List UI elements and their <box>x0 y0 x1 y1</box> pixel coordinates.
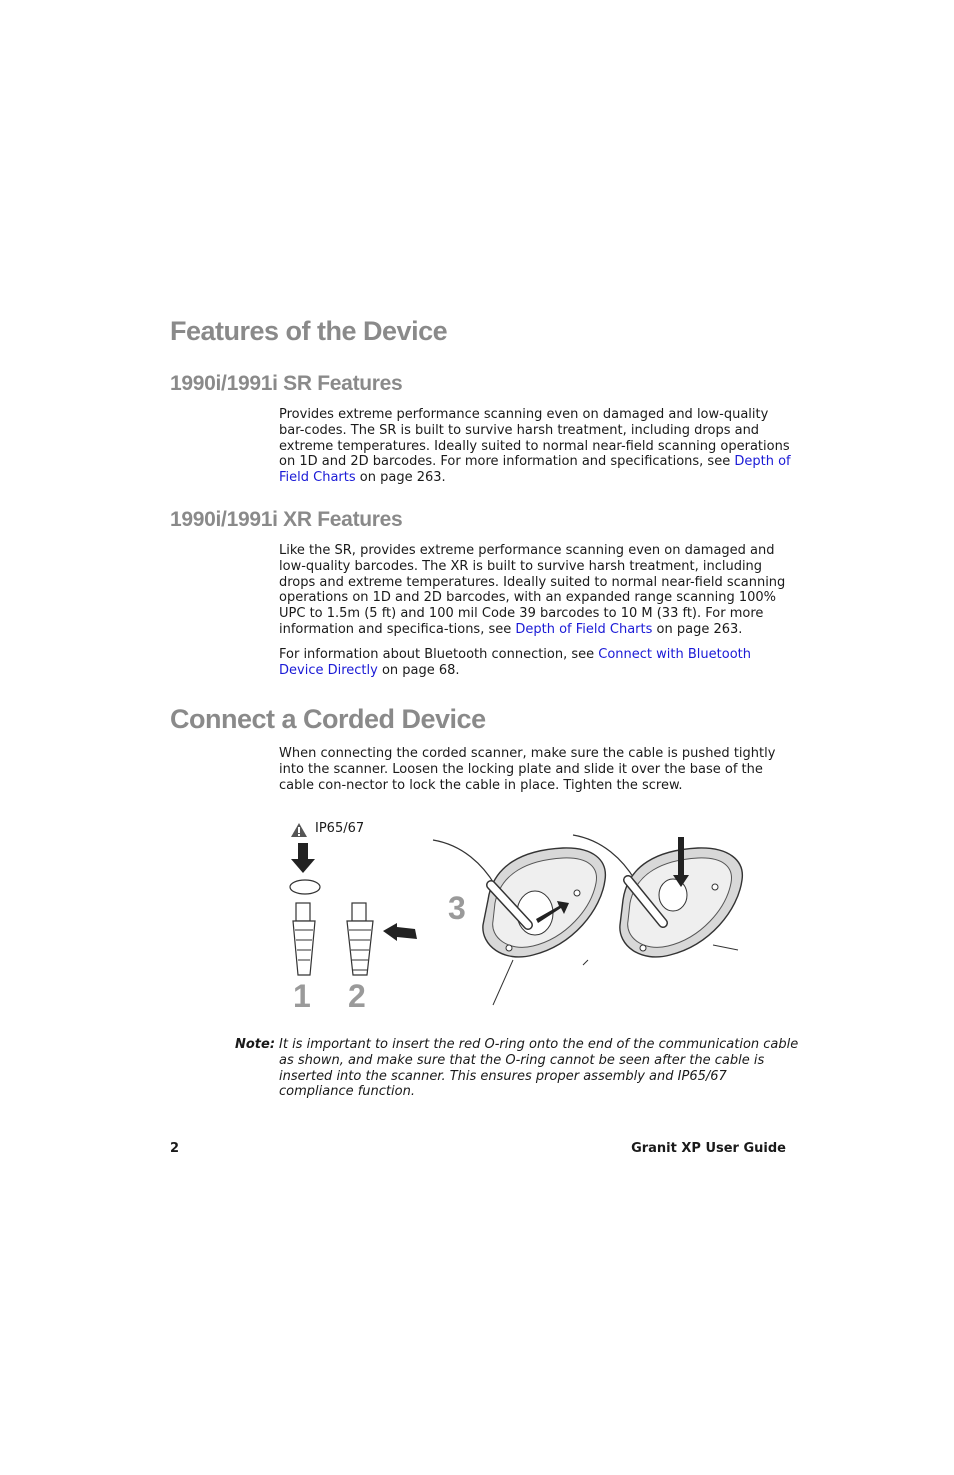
note-label: Note: <box>235 1037 276 1052</box>
left-arrow-icon <box>383 923 417 941</box>
sr-text: Provides extreme performance scanning even on damaged and low-quality bar-codes. The SR is built to survive harsh treatment, including drops and extreme temperatures. Ideally suited to normal near-field scanning operations on 1D and 2D barcodes. For more information and specifications, see <box>279 407 790 470</box>
cable-connector-icon <box>293 903 315 975</box>
bluetooth-paragraph <box>279 647 797 679</box>
xr-depth-of-field-link[interactable]: Depth of Field Charts <box>515 621 653 637</box>
step-number-3: 3 <box>448 890 466 926</box>
note-text: It is important to insert the red O-ring onto the end of the communication cable as shown, and make sure that the O-ring cannot be seen after the cable is inserted into the scanner. This ensures proper assembly and IP65/67 compliance function. <box>279 1037 799 1100</box>
cable-connection-figure <box>283 815 753 1025</box>
sr-description <box>279 407 797 486</box>
sr-page-ref: on page 263. <box>355 470 446 486</box>
cable-connector-icon <box>347 903 373 975</box>
step-number-2: 2 <box>348 978 366 1014</box>
bluetooth-text: For information about Bluetooth connection, see <box>279 647 599 662</box>
bluetooth-page-ref: on page 68. <box>377 662 460 678</box>
section-title-corded: Connect a Corded Device <box>170 704 486 734</box>
subsection-title-sr: 1990i/1991i SR Features <box>170 372 403 395</box>
o-ring-icon <box>290 880 320 894</box>
corded-description: When connecting the corded scanner, make sure the cable is pushed tightly into the scanner. Loosen the locking plate and slide it over the base of the cable con-nector to lock the cable in place. Tighten the screw. <box>279 746 776 793</box>
page-number: 2 <box>170 1141 180 1156</box>
down-arrow-icon <box>291 843 315 873</box>
step-number-1: 1 <box>293 978 311 1014</box>
xr-description <box>279 543 797 638</box>
bluetooth-link[interactable]: Connect with Bluetooth Device Directly <box>279 647 751 678</box>
guide-title: Granit XP User Guide <box>631 1141 786 1156</box>
xr-text: Like the SR, provides extreme performance scanning even on damaged and low-quality barcodes. The XR is built to survive harsh treatment, including drops and extreme temperatures. Ideally suited to normal near-field scanning operations on 1D and 2D barcodes, with an expanded range scanning 100% UPC to 1.5m (5 ft) and 100 mil Code 39 barcodes to 10 M (33 ft). For more information and specifica-tions, see <box>279 543 786 637</box>
xr-page-ref: on page 263. <box>652 621 743 637</box>
section-title-features: Features of the Device <box>170 316 448 346</box>
sr-depth-of-field-link[interactable]: Depth of Field Charts <box>279 454 791 486</box>
ip-rating-label: IP65/67 <box>315 821 365 836</box>
subsection-title-xr: 1990i/1991i XR Features <box>170 508 403 531</box>
warning-icon <box>291 823 307 837</box>
